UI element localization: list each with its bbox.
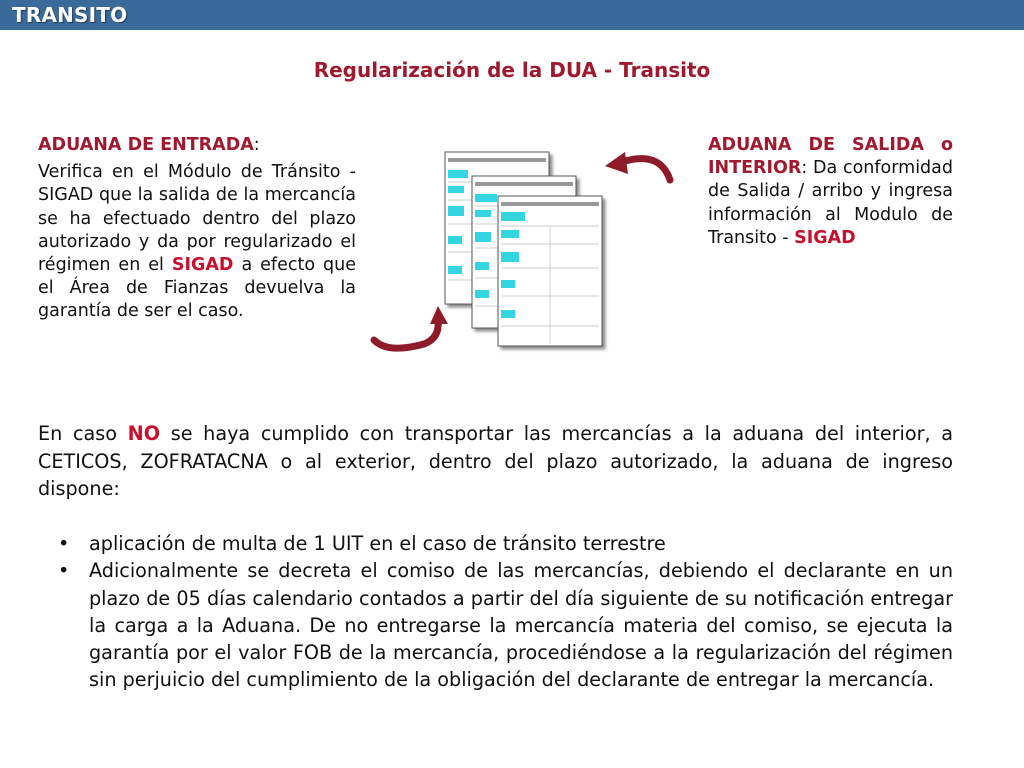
bullet-dot-icon: •	[58, 559, 70, 583]
exit-customs-heading: ADUANA DE SALIDA	[708, 135, 924, 155]
curved-arrow-top-icon	[605, 152, 670, 180]
bullet-dot-icon: •	[58, 532, 70, 555]
sanctions-list	[38, 530, 953, 694]
non-compliance-paragraph	[38, 420, 953, 503]
entry-customs-column	[38, 134, 356, 324]
form-sheet-front-icon	[498, 196, 602, 346]
paragraph-before: En caso	[38, 422, 128, 445]
list-item	[38, 530, 953, 557]
entry-customs-body-after: a efecto que el Área de Fianzas devuelva la garantía de ser el caso.	[38, 255, 356, 322]
entry-customs-sigad: SIGAD	[171, 255, 234, 276]
exit-customs-sigad: SIGAD	[794, 227, 856, 248]
list-item-text: Adicionalmente se decreta el comiso de las mercancías, debiendo el declarante en un plazo de 05 días calendario contados a partir del día siguiente de su notificación entregar la carga a la Aduana. De no entregarse la mercancía materia del comiso, se ejecuta la garantía por el valor FOB de la mercancía, procediéndose a la regularización del régimen sin perjuicio del cumplimiento de la obligación del declarante de entregar la mercancía.	[89, 559, 953, 692]
slide-subtitle: Regularización de la DUA - Transito	[313, 58, 711, 82]
paragraph-after: se haya cumplido con transportar las mercancías a la aduana del interior, a CETICOS, ZOFRATACNA o al exterior, dentro del plazo autorizado, la aduana de ingreso dispone:	[38, 422, 953, 500]
exit-customs-heading-interior: INTERIOR	[708, 158, 802, 179]
entry-customs-heading-row	[38, 134, 356, 157]
entry-customs-body-before: Verifica en el Módulo de Tránsito -SIGAD que la salida de la mercancía se ha efectuado dentro del plazo autorizado y da por regularizado el régimen en el	[38, 162, 356, 276]
exit-customs-body: : Da conformidad de Salida / arribo y ingresa información al Modulo de Transito -	[708, 158, 953, 248]
entry-customs-heading: ADUANA DE ENTRADA	[38, 135, 254, 155]
paragraph-no-highlight: NO	[127, 422, 161, 445]
list-item-text: aplicación de multa de 1 UIT en el caso de tránsito terrestre	[89, 532, 666, 555]
list-item	[38, 557, 953, 693]
curved-arrow-bottom-icon	[374, 306, 448, 348]
header-title: TRANSITO	[12, 3, 128, 27]
entry-customs-body	[38, 161, 356, 323]
entry-customs-heading-colon: :	[253, 135, 260, 155]
documents-graphic	[360, 140, 690, 360]
exit-customs-heading-connector: o	[923, 135, 953, 155]
exit-customs-column	[708, 134, 953, 250]
header-bar	[0, 0, 1024, 30]
